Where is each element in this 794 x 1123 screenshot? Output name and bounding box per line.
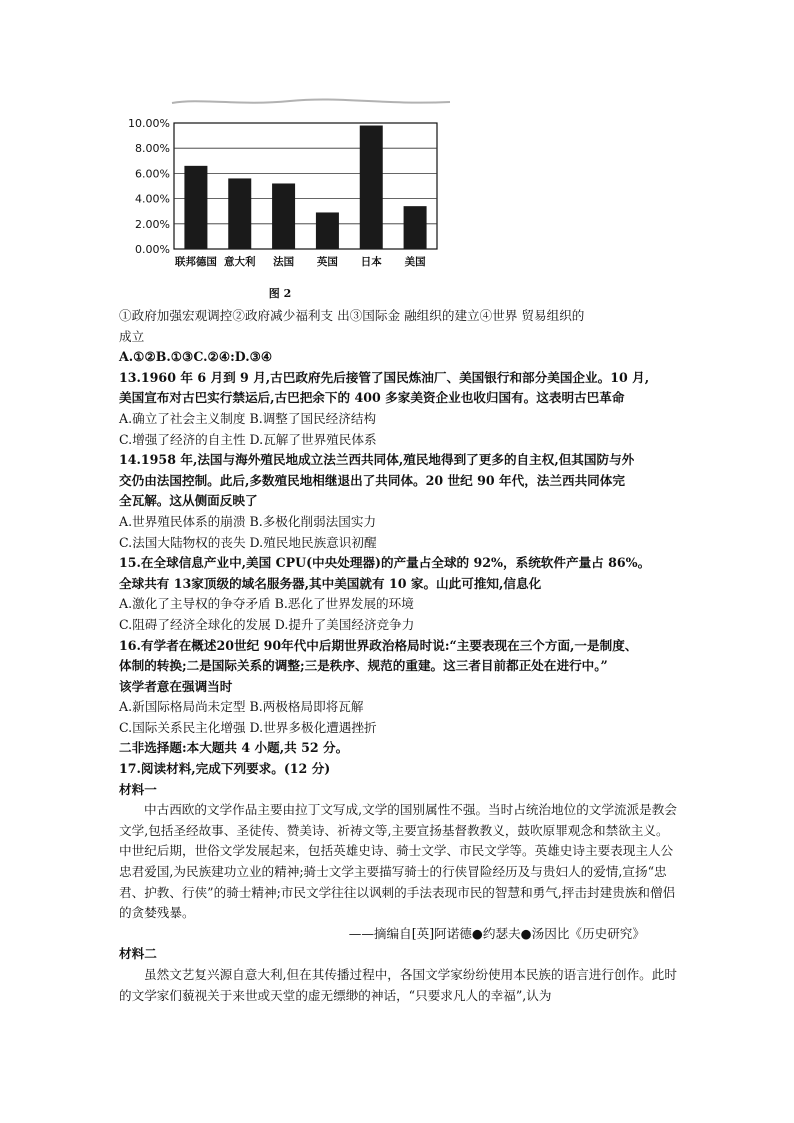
q12-answers: A.①②B.①③C.②④:D.③④ bbox=[119, 349, 273, 365]
y-tick-label: 4.00% bbox=[135, 192, 170, 206]
bar-chart-figure bbox=[120, 96, 460, 311]
x-category-label: 联邦德国 bbox=[174, 256, 217, 268]
x-category-label: 意大利 bbox=[224, 256, 256, 268]
bar bbox=[228, 178, 251, 249]
bar bbox=[316, 212, 339, 249]
q15-stem-2: 全球共有 13家顶级的域名服务器,其中美国就有 10 家。山此可推知,信息化 bbox=[119, 575, 542, 591]
bar-chart bbox=[120, 96, 460, 311]
q14-stem-1: 14.1958 年,法国与海外殖民地成立法兰西共同体,殖民地得到了更多的自主权,但其国防与外 bbox=[119, 452, 635, 468]
q14-options-1: A.世界殖民体系的崩溃 B.多极化削弱法国实力 bbox=[119, 513, 377, 529]
q16-options-1: A.新国际格局尚未定型 B.两极格局即将瓦解 bbox=[119, 699, 364, 715]
q12-options-line-2: 成立 bbox=[119, 328, 145, 344]
material-2-text: 虽然文艺复兴源自意大利,但在其传播过程中，各国文学家纷纷使用本民族的语言进行创作。此时的文学家们藐视关于来世或天堂的虚无缥缈的神话，“只要求凡人的幸福”,认为 bbox=[119, 967, 677, 1003]
q16-stem-1: 16.有学者在概述20世纪 90年代中后期世界政治格局时说:“主要表现在三个方面,一是制度、 bbox=[119, 637, 638, 653]
y-tick-label: 2.00% bbox=[135, 217, 170, 231]
bar bbox=[360, 126, 383, 249]
q13-options-2: C.增强了经济的自主性 D.瓦解了世界殖民体系 bbox=[119, 431, 377, 447]
figure-caption: 图 2 bbox=[268, 287, 292, 300]
question-text bbox=[119, 306, 679, 1006]
q15-options-1: A.激化了主导权的争夺矛盾 B.恶化了世界发展的环境 bbox=[119, 596, 414, 612]
q15-stem-1: 15.在全球信息产业中,美国 CPU(中央处理器)的产量占全球的 92%，系统软件产量占 86%。 bbox=[119, 555, 651, 571]
x-category-label: 日本 bbox=[360, 256, 382, 268]
q12-options-line: ①政府加强宏观调控②政府减少福利支 出③国际金 融组织的建立④世界 贸易组织的 bbox=[119, 308, 585, 323]
y-tick-label: 8.00% bbox=[135, 142, 170, 156]
x-category-label: 法国 bbox=[273, 256, 295, 268]
bar bbox=[184, 166, 207, 249]
material-1-source: ——摘编自[英]阿诺德●约瑟夫●汤因比《历史研究》 bbox=[348, 925, 645, 941]
cropped-title-remnant bbox=[172, 99, 450, 103]
q14-stem-2: 交仍由法国控制。此后,多数殖民地相继退出了共同体。20 世纪 90 年代，法兰西共同体完 bbox=[119, 472, 625, 488]
q16-stem-2: 体制的转换;二是国际关系的调整;三是秩序、规范的重建。这三者目前都正处在进行中。” bbox=[119, 658, 608, 674]
section-2-heading: 二非选择题:本大题共 4 小题,共 52 分。 bbox=[119, 740, 349, 756]
x-category-label: 美国 bbox=[404, 256, 426, 268]
bar bbox=[272, 183, 295, 249]
material-1-text: 中古西欧的文学作品主要由拉丁文写成,文学的国别属性不强。当时占统治地位的文学流派是教会文学,包括圣经故事、圣徒传、赞美诗、祈祷文等,主要宣扬基督教教义，鼓吹原罪观念和禁欲主义。中世纪后期，世俗文学发展起来，包括英雄史诗、骑士文学、市民文学等。英雄史诗主要表现主人公忠君爱国,为民族建功立业的精神;骑士文学主要描写骑士的行侠冒险经历及与贵妇人的爱情,宣扬“忠君、护教、行侠”的骑士精神;市民文学往往以讽刺的手法表现市民的智慧和勇气,抨击封建贵族和僧侣的贪婪残暴。 bbox=[119, 802, 677, 921]
q16-options-2: C.国际关系民主化增强 D.世界多极化遭遇挫折 bbox=[119, 719, 377, 735]
material-2-label: 材料二 bbox=[119, 946, 157, 962]
q14-options-2: C.法国大陆物权的丧失 D.殖民地民族意识初醒 bbox=[119, 534, 377, 550]
y-tick-label: 6.00% bbox=[135, 167, 170, 181]
q15-options-2: C.阻碍了经济全球化的发展 D.提升了美国经济竞争力 bbox=[119, 616, 415, 632]
plot-frame bbox=[174, 123, 437, 249]
x-category-label: 英国 bbox=[316, 256, 338, 268]
q13-stem-2: 美国宣布对古巴实行禁运后,古巴把余下的 400 多家美资企业也收归国有。这表明古巴革命 bbox=[119, 390, 625, 406]
q13-stem-1: 13.1960 年 6 月到 9 月,古巴政府先后接管了国民炼油厂、美国银行和部分美国企业。10 月, bbox=[119, 369, 650, 385]
material-1-label: 材料一 bbox=[119, 781, 157, 797]
y-tick-label: 10.00% bbox=[128, 117, 170, 130]
q16-stem-3: 该学者意在强调当时 bbox=[119, 678, 233, 694]
bar bbox=[404, 206, 427, 249]
q17-heading: 17.阅读材料,完成下列要求。(12 分) bbox=[119, 761, 331, 777]
y-tick-label: 0.00% bbox=[135, 243, 170, 256]
q13-options-1: A.确立了社会主义制度 B.调整了国民经济结构 bbox=[119, 410, 377, 426]
q14-stem-3: 全瓦解。这从侧面反映了 bbox=[119, 493, 258, 509]
